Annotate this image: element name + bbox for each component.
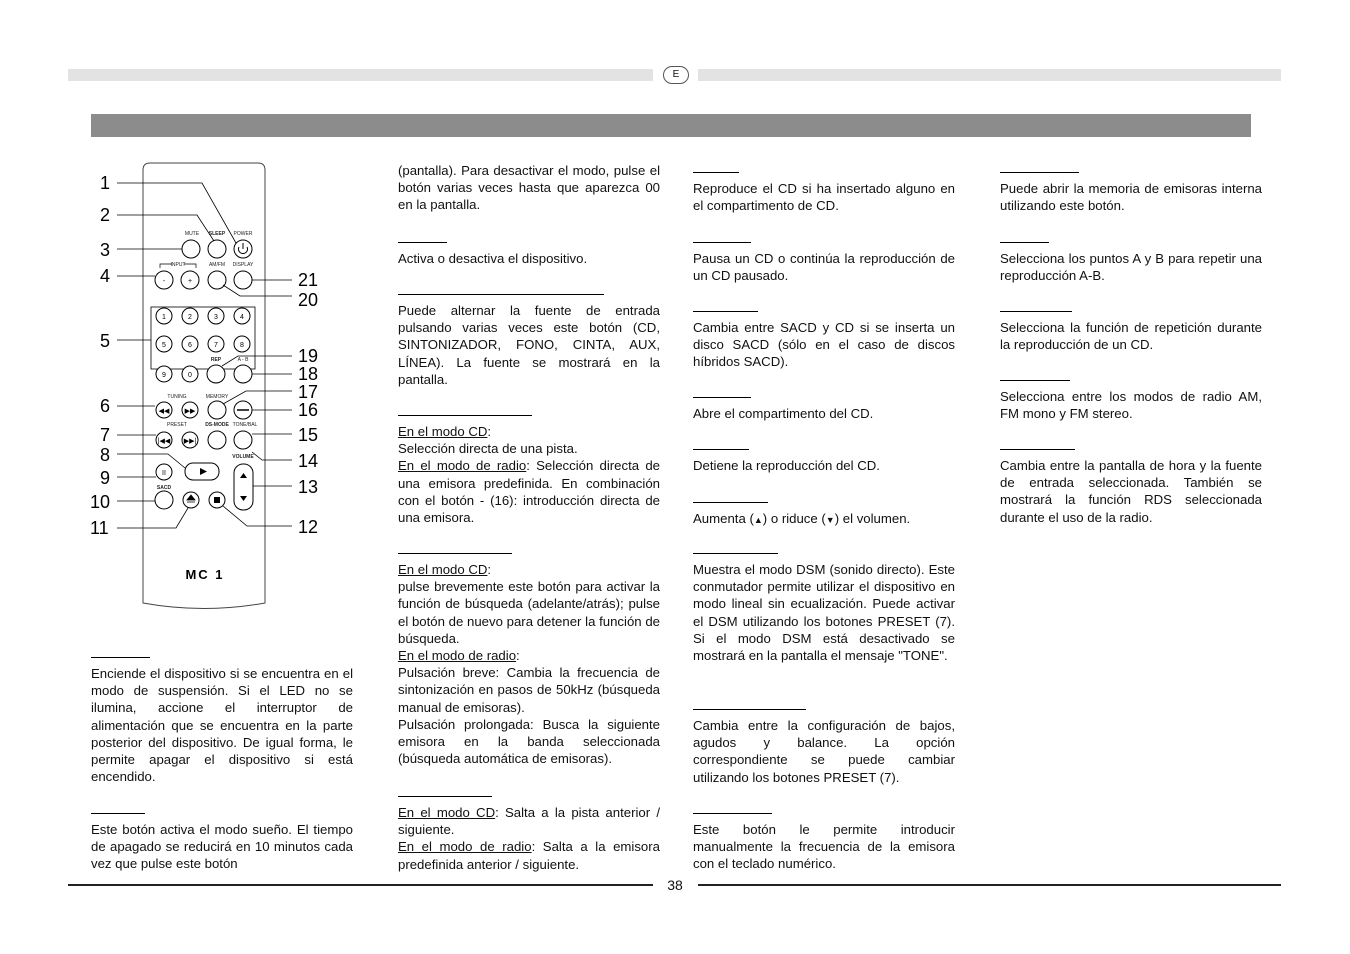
amfm-label: AM/FM — [208, 262, 226, 268]
remote-control-diagram — [85, 155, 325, 582]
callout-1: 1 — [100, 173, 111, 193]
callout-15: 15 — [298, 425, 319, 445]
rep-label: REP — [210, 357, 222, 363]
tonebal-description — [693, 709, 955, 786]
mute-description — [398, 242, 660, 267]
callout-2: 2 — [100, 205, 111, 225]
digit-1-label: 1 — [162, 314, 166, 321]
power-label: POWER — [233, 231, 253, 237]
sleep-text: Este botón activa el modo sueño. El tiempo de apagado se reducirá en 10 minutos cada vez que pulse este botón — [91, 822, 353, 872]
callout-19: 19 — [298, 346, 319, 366]
callout-17: 17 — [298, 382, 319, 402]
sleep-button[interactable] — [208, 240, 226, 258]
eject-description — [693, 397, 955, 422]
dsmode-button[interactable] — [208, 431, 226, 449]
amfm-description — [1000, 380, 1262, 422]
digit-4-label: 4 — [240, 314, 244, 321]
rep-text: Selecciona la función de repetición durante la reproducción de un CD. — [1000, 320, 1262, 353]
volume-text: Aumenta (▲) o riduce (▼) el volumen. — [693, 511, 911, 526]
footer-line-left — [68, 884, 653, 886]
display-button[interactable] — [234, 271, 252, 289]
power-text: Enciende el dispositivo si se encuentra en el modo de suspensión. Si el LED no se ilumina, accione el interruptor de alimentación que se encuentra en la parte posterior del dispositivo. De igual forma, le permite apagar el dispositivo si está encendido. — [91, 666, 353, 785]
page-number: 38 — [667, 877, 683, 893]
preset-label: PRESET — [166, 422, 188, 428]
freq-entry-text: Este botón le permite introducir manualmente la frecuencia de la emisora con el teclado numérico. — [693, 822, 955, 872]
volume-up-icon: ▲ — [753, 515, 763, 525]
skip-forward-icon: ▶▶| — [183, 438, 197, 445]
numeric-text: En el modo CD: Selección directa de una pista. En el modo de radio: Selección directa de una emisora predefinida. En combinación con el botón - (16): introducción directa de una emisora. — [398, 424, 660, 526]
skip-back-icon: |◀◀ — [157, 438, 171, 445]
stop-description — [693, 449, 955, 474]
volume-description — [693, 502, 955, 529]
input-plus-label: + — [187, 278, 193, 285]
volume-down-icon: ▼ — [825, 515, 835, 525]
stop-text: Detiene la reproducción del CD. — [693, 458, 880, 473]
tonebal-text: Cambia entre la configuración de bajos, agudos y balance. La opción correspondiente se puede cambiar utilizando los botones PRESET (7). — [693, 718, 955, 785]
play-text: Reproduce el CD si ha insertado alguno en el compartimento de CD. — [693, 181, 955, 214]
pause-icon: II — [162, 470, 166, 477]
digit-6-label: 6 — [188, 342, 192, 349]
callout-5: 5 — [100, 331, 111, 351]
input-text: Puede alternar la fuente de entrada pulsando varias veces este botón (CD, SINTONIZADOR, FONO, CINTA, AUX, LÍNEA). La fuente se mostrará en la pantalla. — [398, 303, 660, 387]
sacd-label: SACD — [156, 485, 172, 491]
input-label: INPUT — [170, 262, 186, 268]
digit-8-label: 8 — [240, 342, 244, 349]
callout-18: 18 — [298, 364, 319, 384]
header-bar-left — [68, 69, 653, 81]
preset-text: En el modo CD: Salta a la pista anterior / siguiente. En el modo de radio: Salta a la emisora predefinida anterior / siguiente. — [398, 805, 661, 872]
callout-16: 16 — [298, 400, 319, 420]
ab-label: A - B — [237, 357, 249, 363]
amfm-text: Selecciona entre los modos de radio AM, FM mono y FM stereo. — [1000, 389, 1262, 422]
pause-description — [693, 242, 955, 284]
ab-description — [1000, 242, 1262, 284]
digit-7-label: 7 — [214, 342, 218, 349]
ab-text: Selecciona los puntos A y B para repetir una reproducción A-B. — [1000, 251, 1262, 284]
stop-icon — [214, 497, 220, 503]
volume-label: VOLUME — [232, 454, 254, 460]
mute-button[interactable] — [182, 240, 200, 258]
fast-forward-icon: ▶▶ — [184, 408, 196, 415]
display-label: DISPLAY — [232, 262, 254, 268]
toneral-label: TONE/BAL — [232, 422, 258, 428]
tonebal-button[interactable] — [234, 431, 252, 449]
callout-20: 20 — [298, 290, 319, 310]
digit-0-label: 0 — [188, 372, 192, 379]
sacd-text: Cambia entre SACD y CD si se inserta un disco SACD (sólo en el caso de discos híbridos SACD). — [693, 320, 955, 370]
rep-button[interactable] — [207, 365, 225, 383]
display-description — [1000, 449, 1262, 526]
footer-line-right — [698, 884, 1281, 886]
tuning-description — [398, 553, 660, 767]
preset-description — [398, 796, 660, 873]
play-description — [693, 172, 955, 214]
rep-description — [1000, 311, 1262, 353]
callout-11: 11 — [90, 518, 109, 538]
input-minus-label: - — [162, 278, 166, 285]
eject-text: Abre el compartimento del CD. — [693, 406, 874, 421]
callout-13: 13 — [298, 477, 319, 497]
digit-3-label: 3 — [214, 314, 218, 321]
callout-3: 3 — [100, 240, 111, 260]
amfm-button[interactable] — [208, 271, 226, 289]
sacd-description — [693, 311, 955, 371]
sleep-continued-text: (pantalla). Para desactivar el modo, pulse el botón varias veces hasta que aparezca 00 en la pantalla. — [398, 163, 660, 213]
input-description — [398, 294, 660, 388]
model-name: MC 1 — [185, 567, 225, 582]
callout-14: 14 — [298, 451, 319, 471]
ab-button[interactable] — [234, 365, 252, 383]
sleep-description — [91, 813, 353, 873]
power-description — [91, 657, 353, 785]
dsmode-label: DS-MODE — [205, 422, 229, 428]
sleep-label: SLEEP — [208, 231, 226, 237]
sleep-continued — [398, 162, 660, 214]
mute-label: MUTE — [184, 231, 200, 237]
volume-rocker[interactable] — [234, 464, 253, 510]
digit-9-label: 9 — [162, 372, 166, 379]
tuning-label: TUNING — [167, 394, 187, 400]
dsmode-description — [693, 553, 955, 664]
callout-6: 6 — [100, 396, 111, 416]
display-text: Cambia entre la pantalla de hora y la fuente de entrada seleccionada. También se mostrará la función RDS seleccionada durante el uso de la radio. — [1000, 458, 1262, 525]
mute-text: Activa o desactiva el dispositivo. — [398, 251, 588, 266]
language-badge: E — [663, 66, 689, 84]
tuning-text: En el modo CD: pulse brevemente este botón para activar la función de búsqueda (adelante/atrás); pulse el botón de nuevo para detener la función de búsqueda. En el modo de radio: Pulsación breve: Cambia la frecuencia de sintonización en pasos de 50kHz (búsqueda manual de emisoras). Pulsación prolongada: Busca la siguiente emisora en la banda seleccionada (búsqueda automática de emisoras). — [398, 562, 660, 767]
sacd-button[interactable] — [155, 491, 173, 509]
section-band — [91, 114, 1251, 137]
numeric-description — [398, 415, 660, 526]
callout-4: 4 — [100, 266, 111, 286]
rewind-icon: ◀◀ — [158, 408, 170, 415]
header-bar-right — [698, 69, 1281, 81]
callout-21: 21 — [298, 270, 319, 290]
callout-10: 10 — [90, 492, 111, 512]
callout-9: 9 — [100, 468, 111, 488]
digit-5-label: 5 — [162, 342, 166, 349]
memory-description — [1000, 172, 1262, 214]
memory-text: Puede abrir la memoria de emisoras interna utilizando este botón. — [1000, 181, 1262, 214]
dsmode-text: Muestra el modo DSM (sonido directo). Este conmutador permite utilizar el dispositivo en modo lineal sin ecualización. Puede activar el DSM utilizando los botones PRESET (7). Si el modo DSM está desactivado se mostrará en la pantalla el mensaje "TONE". — [693, 562, 955, 664]
memory-label: MEMORY — [205, 394, 229, 400]
pause-text: Pausa un CD o continúa la reproducción de un CD pausado. — [693, 251, 955, 284]
callout-7: 7 — [100, 425, 111, 445]
callout-8: 8 — [100, 445, 111, 465]
callout-12: 12 — [298, 517, 319, 537]
freq-entry-description — [693, 813, 955, 873]
digit-2-label: 2 — [188, 314, 192, 321]
